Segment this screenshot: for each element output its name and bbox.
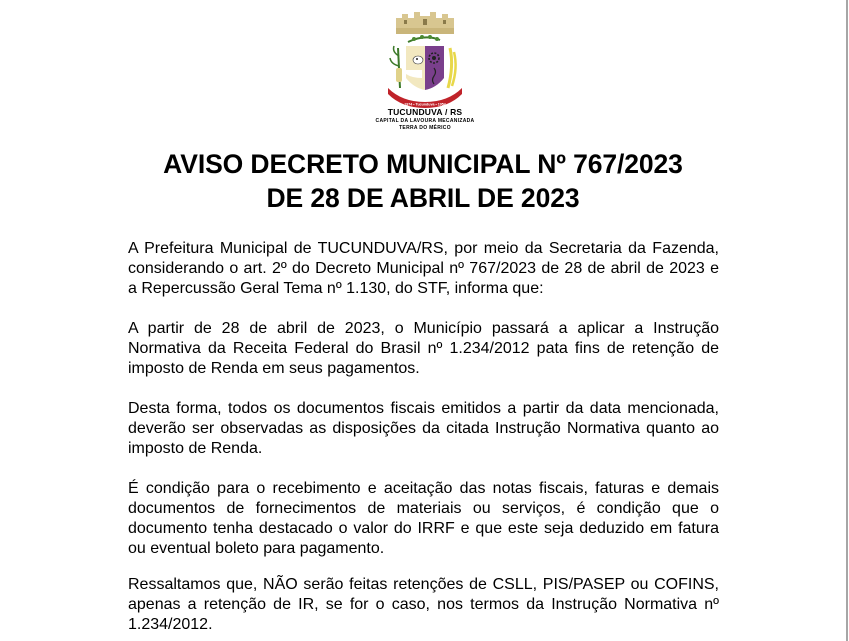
paragraph-no-retentions: Ressaltamos que, NÃO serão feitas retenções de CSLL, PIS/PASEP ou COFINS, apenas a retenção de IR, se for o caso, nos termos da Instrução Normativa nº 1.234/2012. [128, 576, 719, 633]
paragraph-fiscal-documents: Desta forma, todos os documentos fiscais emitidos a partir da data mencionada, deverão ser observadas as disposições da citada Instrução Normativa quanto ao imposto de Renda. [128, 400, 719, 457]
municipality-tagline: TERRA DO MÉRICO [399, 125, 451, 131]
page-edge-divider [846, 0, 848, 641]
municipality-name: TUCUNDUVA / RS [387, 107, 463, 117]
document-title: AVISO DECRETO MUNICIPAL Nº 767/2023 [163, 149, 683, 179]
municipality-subtitle: CAPITAL DA LAVOURA MECANIZADA [375, 118, 475, 124]
document-title-date: DE 28 DE ABRIL DE 2023 [266, 183, 580, 213]
banner-text: 1974 • Tucunduva • 1954 [404, 102, 446, 107]
paragraph-intro: A Prefeitura Municipal de TUCUNDUVA/RS, por meio da Secretaria da Fazenda, considerando o art. 2º do Decreto Municipal nº 767/2023 de 28 de abril de 2023 e a Repercussão Geral Tema nº 1.130, do STF, informa que: [128, 240, 719, 297]
paragraph-effective-date: A partir de 28 de abril de 2023, o Município passará a aplicar a Instrução Normativa da Receita Federal do Brasil nº 1.234/2012 pata fins de retenção de imposto de Renda em seus pagamentos. [128, 320, 719, 377]
paragraph-conditions: É condição para o recebimento e aceitação das notas fiscais, faturas e demais documentos de fornecimentos de materiais ou serviços, é condição que o documento tenha destacado o valor do IRRF e que este seja deduzido em fatura ou eventual boleto para pagamento. [128, 480, 719, 557]
